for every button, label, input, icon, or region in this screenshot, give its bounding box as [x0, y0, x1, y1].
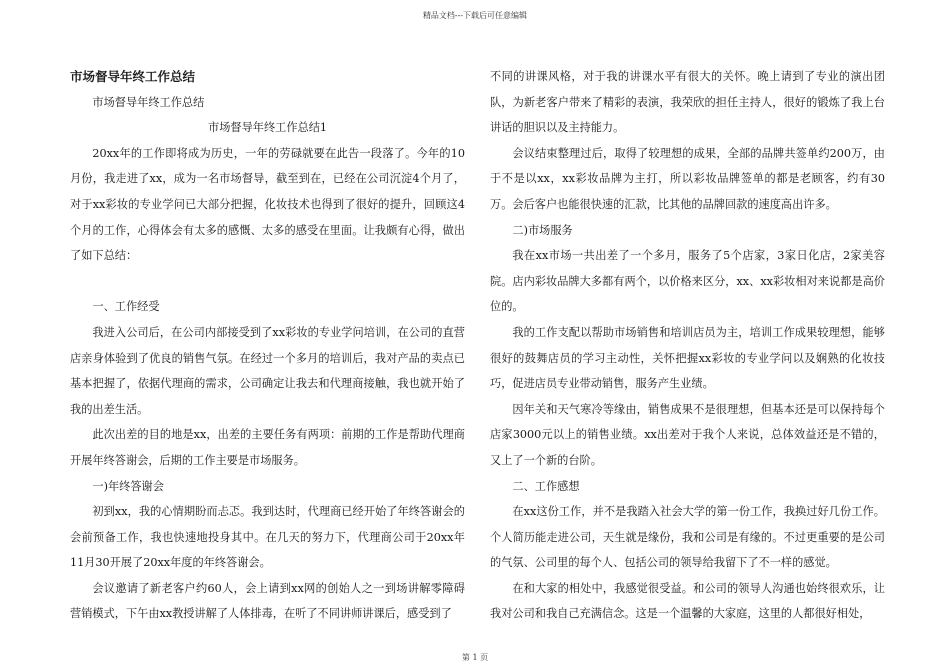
section-title-work-reflections: 二、工作感想 [512, 479, 580, 493]
paragraph: 此次出差的目的地是xx，出差的主要任务有两项：前期的工作是帮助代理商开展年终答谢会，后期的工作主要是市场服务。 [70, 428, 465, 467]
paragraph-continued: 不同的讲课风格，对于我的讲课水平有很大的关怀。晚上请到了专业的演出团队，为新老客户带来了精彩的表演，我荣欣的担任主持人，很好的锻炼了我上台讲话的胆识以及主持能力。 [490, 70, 885, 135]
paragraph: 会议结束整理过后，取得了较理想的成果，全部的品牌共签单约200万，由于不是以xx，xx彩妆品牌为主打，所以彩妆品牌签单的都是老顾客，约有30万。会后客户也能很快速的汇款，比其他的品牌回款的速度高出许多。 [490, 146, 885, 211]
paragraph: 在xx这份工作，并不是我踏入社会大学的第一份工作，我换过好几份工作。个人简历能走进公司，天生就是缘份，我和公司是有缘的。不过更重要的是公司的气氛、公司里的每个人、包括公司的领导给我留下了不一样的感觉。 [490, 505, 885, 570]
left-column [70, 64, 465, 627]
paragraph: 在和大家的相处中，我感觉很受益。和公司的领导人沟通也始终很欢乐，让我对公司和我自己充满信念。这是一个温馨的大家庭，这里的人都很好相处， [490, 581, 885, 621]
intro-paragraph: 20xx年的工作即将成为历史，一年的劳碌就要在此告一段落了。今年的10月份，我走进了xx，成为一名市场督导，截至到在，已经在公司沉淀4个月了，对于xx彩妆的专业学问已大部分把握，化妆技术也得到了很好的提升，回顾这4个月的工作，心得体会有太多的感慨、太多的感受在里面。让我颇有心得，做出了如下总结： [70, 146, 465, 263]
document-title: 市场督导年终工作总结 [70, 69, 196, 84]
subsection-title-year-end-gala: 一)年终答谢会 [92, 479, 164, 493]
spacer [70, 269, 465, 295]
section-heading: 市场督导年终工作总结1 [208, 121, 327, 135]
page-number: 第 1 页 [461, 653, 489, 662]
subsection-title-market-service: 二)市场服务 [512, 223, 573, 237]
paragraph: 我进入公司后，在公司内部接受到了xx彩妆的专业学问培训，在公司的直营店亲身体验到了优良的销售气氛。在经过一个多月的培训后，我对产品的卖点已基本把握了，依据代理商的需求，公司确定让我去和代理商接触，我也就开始了我的出差生活。 [70, 325, 465, 416]
paragraph: 我的工作支配以帮助市场销售和培训店员为主，培训工作成果较理想，能够很好的鼓舞店员的学习主动性，关怀把握xx彩妆的专业学问以及娴熟的化妆技巧，促进店员专业带动销售，服务产生业绩。 [490, 325, 885, 391]
right-column [490, 64, 885, 627]
page-header: 精品文档---下载后可任意编辑 [422, 11, 528, 20]
paragraph: 我在xx市场一共出差了一个多月，服务了5个店家，3家日化店，2家美容院。店内彩妆品牌大多都有两个，以价格来区分，xx、xx彩妆相对来说都是高价位的。 [490, 249, 885, 314]
document-subtitle: 市场督导年终工作总结 [92, 95, 205, 109]
section-title-work-experience: 一、工作经受 [92, 300, 160, 314]
paragraph: 初到xx，我的心情期盼而忐忑。我到达时，代理商已经开始了年终答谢会的会前预备工作，我也快速地投身其中。在几天的努力下，代理商公司于20xx年11月30开展了20xx年度的年终答谢会。 [70, 505, 465, 570]
paragraph: 因年关和天气寒冷等缘由，销售成果不是很理想，但基本还是可以保持每个店家3000元以上的销售业绩。xx出差对于我个人来说，总体效益还是不错的，又上了一个新的台阶。 [490, 402, 885, 467]
paragraph: 会议邀请了新老客户约60人，会上请到xx网的创始人之一到场讲解零障碍营销模式，下午由xx教授讲解了人体排毒，在听了不同讲师讲课后，感受到了 [70, 581, 465, 621]
